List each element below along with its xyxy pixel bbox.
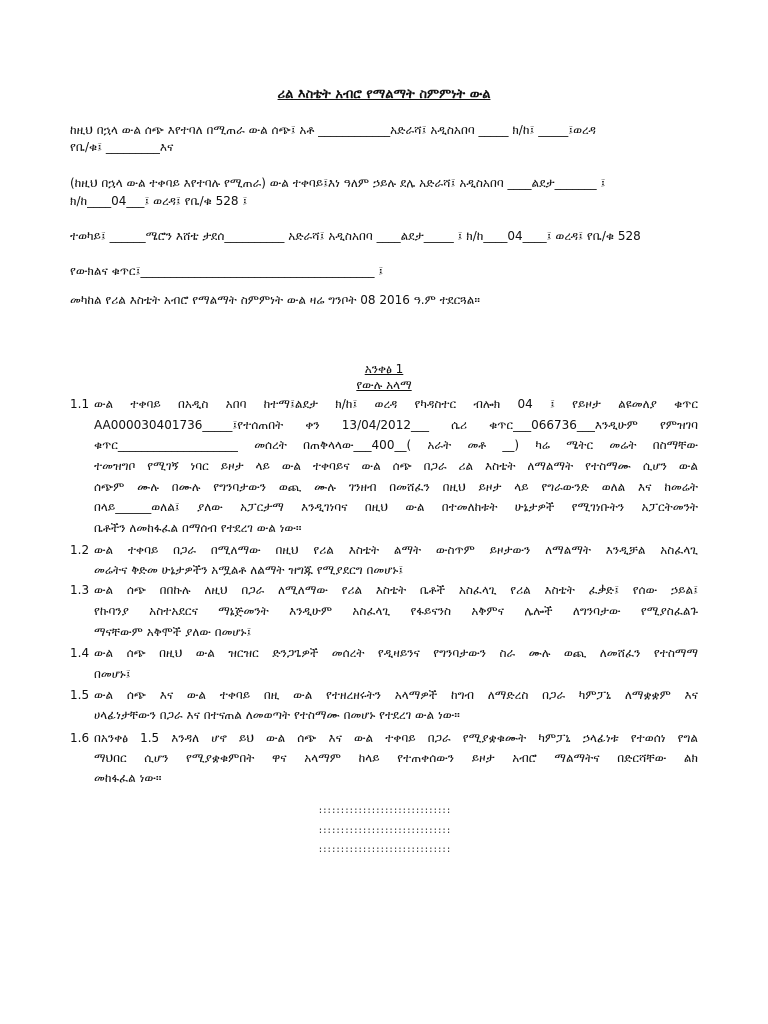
clause-1-3-line: ውል ሰጭ በበኩሉ ለዚህ በጋራ ለሚለማው የሪል እስቴት ቤቶች አስፈላጊ የሪል እስቴት ፈቃድ፤ የሰው ኃይል፤	[94, 583, 698, 597]
clause-1-3-line: የኩባንያ አስተአደርና ማኔጅመንት እንዲሁም አስፈላጊ የፋይናንስ አቅምና ሌሎች ለግንባታው የሚያስፈልጉ	[94, 604, 698, 618]
separator-line: ::::::::::::::::::::::::::::::	[317, 845, 451, 855]
clause-1-4-line: ውል ሰጭ በዚህ ውል ዝርዝር ድንጋጌዎች መሰረት የዲዛይንና የግንባታውን ስራ ሙሉ ወጪ ለመሸፈን የተስማማ	[94, 646, 698, 660]
party-2-line-2: ክ/ከ____04___፤ ወረዳ፤ የቤ/ቁ 528 ፤	[70, 194, 248, 208]
article-subheading: የውሉ አላማ	[356, 378, 412, 392]
clause-1-6-line: መከፋፈል ነው።	[94, 771, 162, 785]
document-title: ሪል እስቴት አብሮ የማልማት ስምምነት ውል	[277, 87, 491, 102]
attorney-number-line: የውክልና ቁጥር፤_______________________________________ ፤	[70, 264, 384, 278]
party-1-line-1: ከዚህ በኋላ ውል ሰጭ እየተባለ በሚጠራ ውል ሰጭ፤ አቶ ____________አድራሻ፤ አዲስአበባ _____ ክ/ከ፤ _____፤ወረዳ	[70, 123, 596, 137]
clause-1-1-line: ተመዝግቦ የሚገኝ ነባር ይዞታ ላይ ውል ተቀባይና ውል ሰጭ በጋራ ሪል እስቴት ለማልማት የተስማሙ ሲሆን ውል	[94, 459, 698, 473]
clause-1-3-line: ማናቸውም አቅሞች ያለው በመሆኑ፤	[94, 625, 252, 639]
party-1-line-2: የቤ/ቁ፤ _________እና	[70, 140, 174, 154]
clause-number: 1.2	[70, 543, 90, 557]
clause-1-6-line: ማህበር ሲሆን የሚያቋቁምበት ዋና አላማም ከላይ የተጠቀሰውን ይዞታ አብሮ ማልማትና በድርሻቸው ልክ	[94, 751, 698, 765]
clause-1-2-line: ውል ተቀባይ በጋራ በሚለማው በዚህ የሪል እስቴት ልማት ውስጥም ይዞታውን ለማልማት እንዲቻል አስፈላጊ	[94, 543, 698, 557]
clause-1-5-line: ሀላፊነታቸውን በጋራ እና በተናጠል ለመወጣት የተስማሙ በመሆኑ የተደረገ ውል ነው።	[94, 708, 460, 722]
clause-1-1-line: ውል ተቀባይ በአዲስ አበባ ከተማ፤ልደታ ክ/ከ፤ ወረዳ የካዳስተር ብሎክ 04 ፤ የይዞታ ልዩመለያ ቁጥር	[94, 397, 698, 411]
separator-line: ::::::::::::::::::::::::::::::	[317, 826, 451, 836]
clause-number: 1.5	[70, 688, 90, 702]
clause-number: 1.6	[70, 731, 90, 745]
clause-1-1-line: ሰጭም ሙሉ በሙሉ የግንባታውን ወጪ ሙሉ ገንዘብ በመሸፈን በዚህ ይዞታ ላይ የግራውንድ ወለል እና ከመሬት	[94, 480, 698, 494]
clause-1-1-line: በላይ______ወለል፤ ያለው አፓርታማ እንዲገነባና በዚህ ውል በተመለከቱት ሁኔታዎች የሚገነቡትን አፓርትመንት	[94, 500, 698, 514]
party-2-line-1: (ከዚህ በኋላ ውል ተቀባይ እየተባሉ የሚጠራ) ውል ተቀባይ፤እነ ዓለም ኃይሉ ደሌ አድራሻ፤ አዲስአበባ ____ልደታ_______ ፤	[70, 176, 606, 190]
clause-number: 1.1	[70, 397, 90, 411]
clause-1-4-line: በመሆኑ፤	[94, 667, 131, 681]
clause-number: 1.4	[70, 646, 90, 660]
clause-number: 1.3	[70, 583, 90, 597]
clause-1-5-line: ውል ሰጭ እና ውል ተቀባይ በዚ ውል የተዘረዘሩትን አላማዎች ከግብ ለማድረስ በጋራ ካምፓኒ ለማቋቋም እና	[94, 688, 698, 702]
clause-1-1-line: AA000030401736_____፤የተሰጠበት ቀን 13/04/2012___ ሴሪ ቁጥር___066736___እንዲሁም የምዝገባ	[94, 418, 698, 432]
clause-1-1-line: ቁጥር____________________ መሰረት በጠቅላላው___400__( አራት መቶ __) ካሬ ሜትር መሬት በስማቸው	[94, 438, 698, 452]
clause-1-6-line: በአንቀፅ 1.5 እንዳለ ሆኖ ይህ ውል ሰጭ እና ውል ተቀባይ በጋራ የሚያቋቁሙት ካምፓኒ ኃላፊነቱ የተወሰነ የግል	[94, 731, 698, 745]
clause-1-1-line: ቤቶችን ለመከፋፈል በማሰብ የተደረገ ውል ነው።	[94, 521, 302, 535]
article-heading: አንቀፅ 1	[364, 362, 404, 376]
agreement-date-line: መካከል የሪል እስቴት አብሮ የማልማት ስምምነት ውል ዛሬ ግንቦት 08 2016 ዓ.ም ተደርጓል።	[70, 293, 481, 307]
clause-1-2-line: መሬትና ቅድመ ሁኔታዎችን አሟልቶ ለልማት ዝግጁ የሚያደርግ በመሆኑ፤	[94, 563, 404, 577]
separator-line: ::::::::::::::::::::::::::::::	[317, 806, 451, 816]
representative-line: ተወካይ፤ ______ሜሮን እሸቴ ታደሰ__________ አድራሻ፤ አዲስአበባ ____ልደታ_____ ፤ ክ/ከ____04____፤ ወረዳ፤ የቤ/ቁ 528	[70, 229, 641, 243]
